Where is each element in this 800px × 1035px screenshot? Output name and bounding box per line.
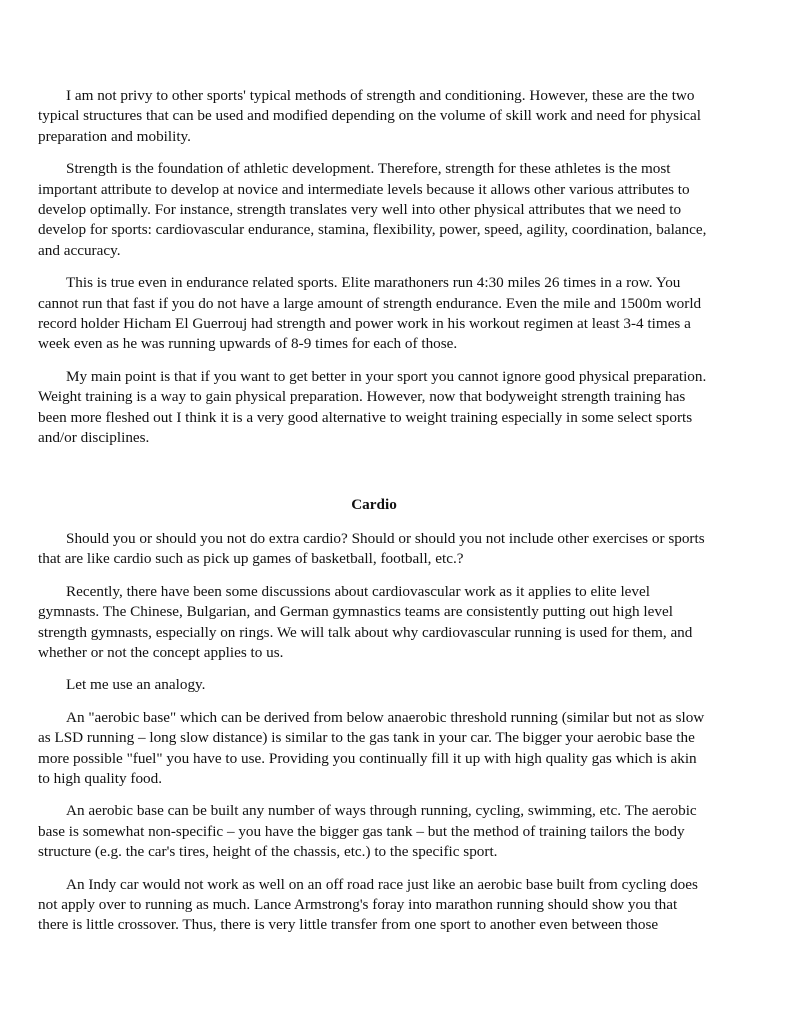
paragraph: Recently, there have been some discussions about cardiovascular work as it applies to elite level gymnasts. The Chinese, Bulgarian, and German gymnastics teams are consistently putting out high level strength gymnasts, especially on rings. We will talk about why cardiovascular running is used for them, and whether or not the concept applies to us.	[38, 582, 693, 661]
paragraph: An "aerobic base" which can be derived from below anaerobic threshold running (similar but not as slow as LSD running – long slow distance) is similar to the gas tank in your car. The bigger your aerobic base the more possible "fuel" you have to use. Providing you continually fill it up with high quality gas which is akin to high quality food.	[38, 708, 705, 787]
section-heading: Cardio	[351, 495, 397, 513]
paragraph: Should you or should you not do extra cardio? Should or should you not include other exercises or sports that are like cardio such as pick up games of basketball, football, etc.?	[38, 529, 705, 568]
paragraph: This is true even in endurance related sports. Elite marathoners run 4:30 miles 26 times in a row. You cannot run that fast if you do not have a large amount of strength endurance. Even the mile and 1500m world record holder Hicham El Guerrouj had strength and power work in his workout regimen at least 3-4 times a week even as he was running upwards of 8-9 times for each of those.	[38, 274, 702, 353]
document-page	[38, 86, 710, 948]
paragraph: I am not privy to other sports' typical methods of strength and conditioning. However, these are the two typical structures that can be used and modified depending on the volume of skill work and need for physical preparation and mobility.	[38, 87, 702, 145]
paragraph: An Indy car would not work as well on an off road race just like an aerobic base built from cycling does not apply over to running as much. Lance Armstrong's foray into marathon running should show you that there is little crossover. Thus, there is very little transfer from one sport to another even between those	[38, 875, 698, 934]
paragraph: My main point is that if you want to get better in your sport you cannot ignore good physical preparation. Weight training is a way to gain physical preparation. However, now that bodyweight strength training has been more fleshed out I think it is a very good alternative to weight training especially in some select sports and/or disciplines.	[38, 367, 707, 447]
paragraph: Let me use an analogy.	[66, 676, 206, 694]
paragraph: Strength is the foundation of athletic development. Therefore, strength for these athletes is the most important attribute to develop at novice and intermediate levels because it allows other various attributes to develop optimally. For instance, strength translates very well into other physical attributes that we need to develop for sports: cardiovascular endurance, stamina, flexibility, power, speed, agility, coordination, balance, and accuracy.	[38, 160, 707, 259]
paragraph: An aerobic base can be built any number of ways through running, cycling, swimming, etc. The aerobic base is somewhat non-specific – you have the bigger gas tank – but the method of training tailors the body structure (e.g. the car's tires, height of the chassis, etc.) to the specific sport.	[38, 802, 697, 861]
